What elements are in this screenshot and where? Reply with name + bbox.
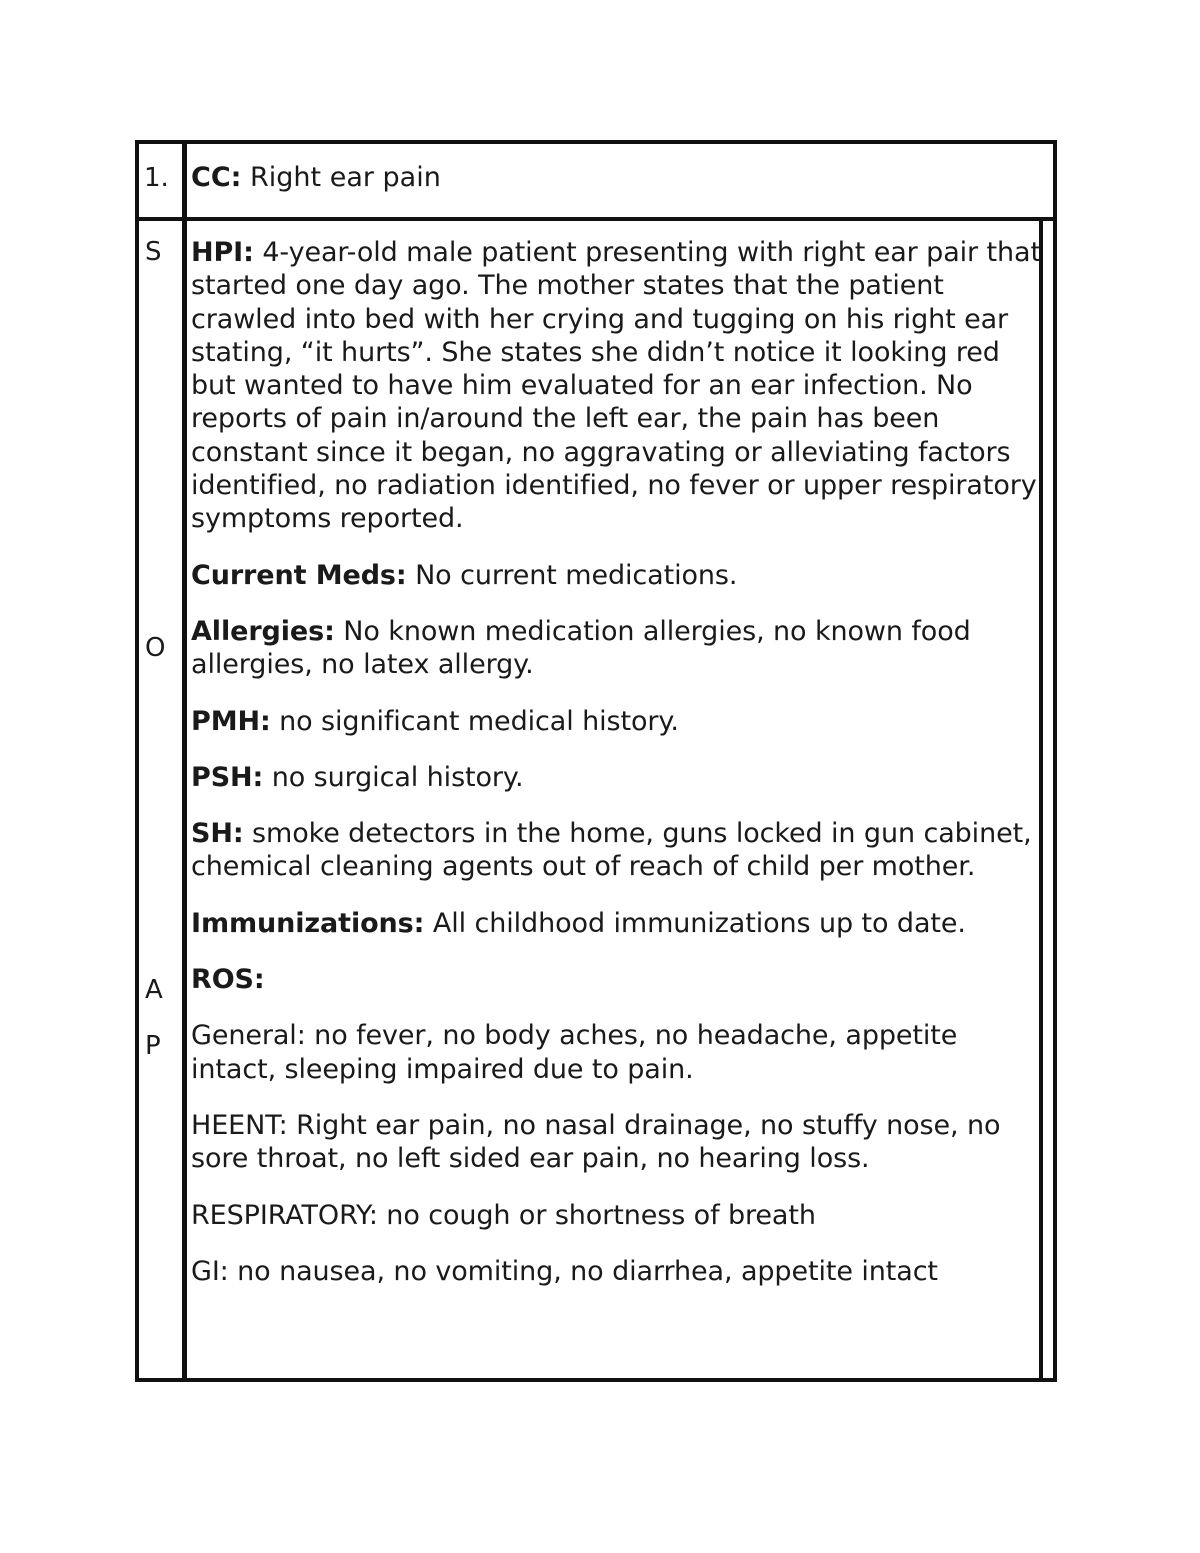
pmh-section: [191, 705, 1041, 738]
row-divider: [139, 217, 1053, 221]
pmh-text: no significant medical history.: [270, 705, 679, 737]
cc-value: Right ear pain: [241, 162, 441, 193]
sh-text: smoke detectors in the home, guns locked in gun cabinet, chemical cleaning agents out of reach of child per mother.: [191, 818, 1032, 883]
immunizations-label: Immunizations:: [191, 907, 425, 939]
hpi-text: 4-year-old male patient presenting with right ear pair that started one day ago. The mother states that the patient crawled into bed with her crying and tugging on his right ear stating, “it hurts”. She states she didn’t notice it looking red but wanted to have him evaluated for an ear infection. No reports of pain in/around the left ear, the pain has been constant since it began, no aggravating or alleviating factors identified, no radiation identified, no fever or upper respiratory symptoms reported.: [191, 237, 1041, 535]
soap-letter-p: P: [145, 1031, 161, 1061]
ros-gi: GI: no nausea, no vomiting, no diarrhea, appetite intact: [191, 1255, 938, 1287]
soap-letter-o: O: [145, 633, 166, 663]
immunizations-section: [191, 907, 1041, 940]
allergies-text: No known medication allergies, no known food allergies, no latex allergy.: [191, 615, 971, 681]
pmh-label: PMH:: [191, 705, 271, 737]
ros-heading: [191, 963, 1041, 996]
hpi-section: [191, 236, 1041, 536]
sh-label: SH:: [191, 818, 244, 850]
soap-letter-a: A: [145, 975, 163, 1005]
sh-section: [191, 817, 1041, 884]
ros-heent: HEENT: Right ear pain, no nasal drainage, no stuffy nose, no sore throat, no left sided ear pain, no hearing loss.: [191, 1109, 1001, 1175]
immunizations-text: All childhood immunizations up to date.: [424, 907, 966, 939]
ros-respiratory: RESPIRATORY: no cough or shortness of breath: [191, 1199, 816, 1231]
soap-letter-s: S: [145, 237, 162, 267]
ros-label: ROS:: [191, 964, 265, 996]
psh-text: no surgical history.: [263, 761, 524, 793]
ros-general: General: no fever, no body aches, no headache, appetite intact, sleeping impaired due to pain.: [191, 1020, 958, 1085]
row-number: 1.: [144, 163, 169, 193]
psh-section: [191, 761, 1041, 794]
cc-label: CC:: [191, 162, 242, 193]
hpi-label: HPI:: [191, 237, 254, 268]
subjective-content: [191, 236, 1041, 1311]
allergies-section: [191, 615, 1041, 682]
allergies-label: Allergies:: [191, 615, 335, 647]
soap-note-table: [135, 140, 1057, 1382]
soap-letter-column: [139, 144, 187, 1378]
meds-text: No current medications.: [406, 559, 738, 591]
meds-section: [191, 559, 1041, 592]
chief-complaint: [191, 162, 441, 194]
meds-label: Current Meds:: [191, 559, 407, 591]
psh-label: PSH:: [191, 761, 264, 793]
